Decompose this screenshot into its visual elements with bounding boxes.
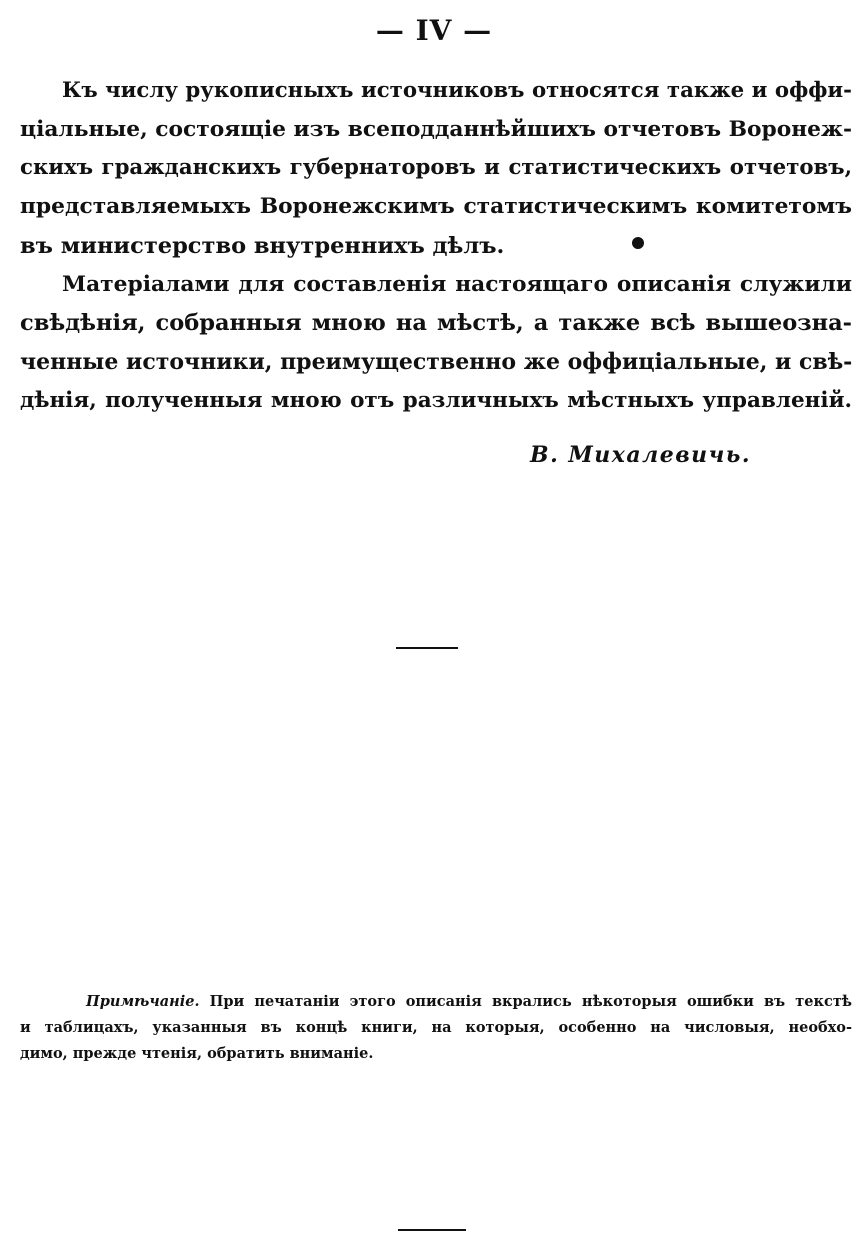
footnote-label: Примѣчаніе.: [86, 993, 200, 1010]
text-line: скихъ гражданскихъ губернаторовъ и статистическихъ отчетовъ,: [20, 155, 852, 181]
paragraph-materials: [20, 266, 852, 421]
text-line: Къ числу рукописныхъ источниковъ относятся также и оффи-: [62, 78, 852, 103]
footnote-line: димо, прежде чтенія, обратить вниманіе.: [20, 1045, 374, 1062]
text-line: представляемыхъ Воронежскимъ статистическимъ комитетомъ: [20, 194, 852, 220]
end-divider: [398, 1229, 466, 1231]
footnote: [20, 989, 852, 1067]
footnote-line: [20, 989, 852, 1015]
text-line: дѣнія, полученныя мною отъ различныхъ мѣстныхъ управленій.: [20, 387, 852, 413]
text-line: свѣдѣнія, собранныя мною на мѣстѣ, а также всѣ вышеозна-: [20, 310, 852, 337]
text-line: ціальные, состоящіе изъ всеподданнѣйшихъ отчетовъ Воронеж-: [20, 116, 852, 142]
section-divider: [396, 647, 458, 649]
paragraph-sources: [20, 72, 852, 266]
text-line: ченные источники, преимущественно же оффиціальные, и свѣ-: [20, 348, 853, 375]
page-number: — IV —: [375, 14, 493, 47]
author-signature: В. Михалевичь.: [530, 442, 752, 468]
footnote-text: При печатаніи этого описанія вкрались нѣкоторыя ошибки въ текстѣ: [199, 993, 852, 1010]
bullet-mark: [632, 237, 644, 249]
footnote-line: и таблицахъ, указанныя въ концѣ книги, на которыя, особенно на числовыя, необхо-: [20, 1019, 852, 1036]
text-line: въ министерство внутреннихъ дѣлъ.: [20, 232, 505, 259]
text-line-last: [20, 227, 852, 266]
main-text: [20, 72, 852, 420]
text-line: Матеріалами для составленія настоящаго описанія служили: [62, 271, 852, 297]
